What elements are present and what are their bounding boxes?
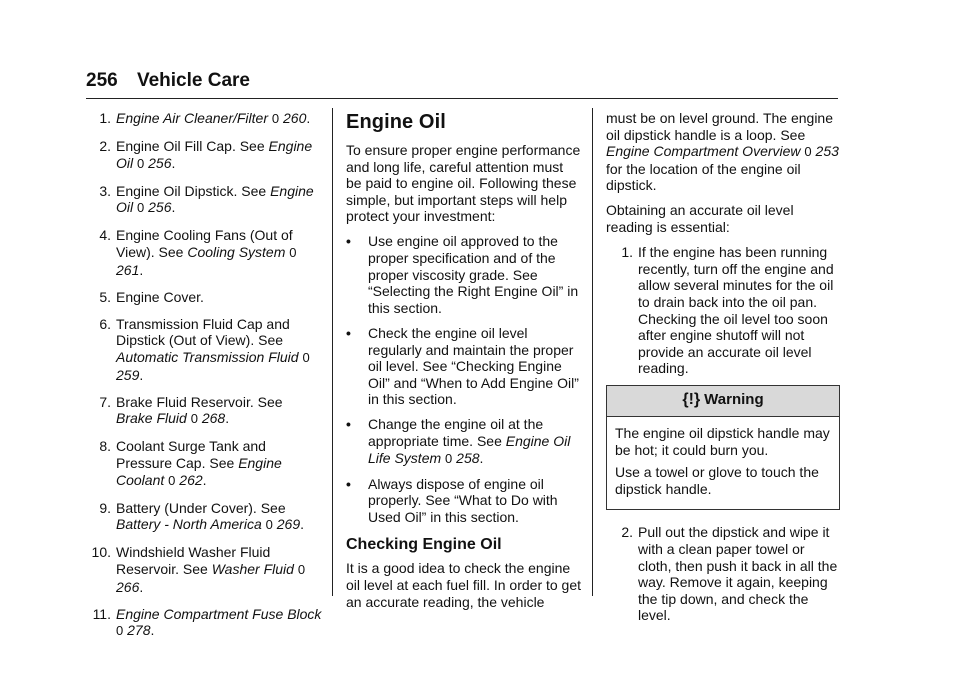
page-ref-icon: 0 [271,111,280,126]
bullet-item: • Check the engine oil level regularly and maintain the proper oil level. See “Checking Engine Oil” and “When to Add Engine Oil” in this section. [346,324,579,408]
warning-icon: {!} [682,391,701,409]
bullet-icon: • [346,416,351,433]
accuracy-paragraph: Obtaining an accurate oil level reading is essential: [606,202,794,236]
list-item: 4. Engine Cooling Fans (Out of View). See Cooling System 0 261. [99,227,297,278]
list-item: 6. Transmission Fluid Cap and Dipstick (Out of View). See Automatic Transmission Fluid 0 259. [99,315,310,383]
page-ref-icon: 0 [168,472,176,488]
cross-reference-link[interactable]: Engine Oil Life System [368,433,571,466]
page-ref-icon: 0 [265,517,273,533]
list-item: 8. Coolant Surge Tank and Pressure Cap. See Engine Coolant 0 262. [99,438,282,488]
warning-title: Warning [704,391,764,409]
warning-header [607,386,839,417]
column-divider-1 [332,108,333,596]
subsection-heading-checking: Checking Engine Oil [346,536,502,554]
cross-reference-link[interactable]: Engine Oil [116,138,313,171]
list-item: 3. Engine Oil Dipstick. See Engine Oil 0 256. [99,182,314,216]
bullet-item: • Use engine oil approved to the proper specification and of the proper viscosity grade. See “Selecting the Right Engine Oil” in this section. [346,233,579,316]
cross-reference-link[interactable]: Washer Fluid [211,560,294,577]
page-ref-icon: 0 [297,561,306,577]
checking-paragraph-continued: must be on level ground. The engine oil dipstick handle is a loop. See Engine Compartment Overview 0 253 for the location of the engine oil dipstick. [606,110,839,194]
cross-reference-link[interactable]: Engine Air Cleaner/Filter [116,110,268,126]
column-divider-2 [592,108,593,596]
cross-reference-link[interactable]: Automatic Transmission Fluid [116,349,299,366]
warning-box [606,385,840,510]
bullet-item: • Change the engine oil at the appropriate time. See Engine Oil Life System 0 258. [346,416,571,466]
cross-reference-link[interactable]: Engine Compartment Overview [606,143,801,160]
list-item: 11. Engine Compartment Fuse Block 0 278. [92,605,322,639]
cross-reference-link[interactable]: Engine Compartment Fuse Block [116,605,322,622]
list-item: 5. Engine Cover. [99,288,204,305]
component-list [86,110,322,650]
page-ref-icon: 0 [116,623,124,639]
checking-continued [606,110,840,632]
page-ref-icon: 0 [137,200,145,216]
step-item: 2. Pull out the dipstick and wipe it with a clean paper towel or cloth, then push it back in all the way. Remove it again, keeping the tip down, and check the level. [621,524,838,624]
page-ref-icon: 0 [190,411,198,427]
cross-reference-link[interactable]: Engine Coolant [116,455,282,488]
warning-body: The engine oil dipstick handle may be hot; it could burn you. Use a towel or glove to touch the dipstick handle. [615,425,830,497]
section-heading-engine-oil: Engine Oil [346,111,446,133]
cross-reference-link[interactable]: Brake Fluid [116,410,187,427]
page-ref-icon: 0 [137,155,145,171]
step-item: 1. If the engine has been running recently, turn off the engine and allow several minutes for the oil to drain back into the oil pan. Checking the oil level too soon after engine shutoff will not provide an accurate oil level reading. [621,244,834,377]
list-item: 10. Windshield Washer Fluid Reservoir. See Washer Fluid 0 266. [91,544,306,595]
cross-reference-link[interactable]: Engine Oil [116,182,314,216]
bullet-item: • Always dispose of engine oil properly. See “What to Do with Used Oil” in this section. [346,475,558,525]
list-item: 9. Battery (Under Cover). See Battery - North America 0 269. [99,499,305,533]
list-item: 1. Engine Air Cleaner/Filter 0 260. [99,110,311,126]
engine-oil-section [346,110,582,619]
cross-reference-link[interactable]: Cooling System [187,244,286,261]
page-ref-icon: 0 [804,144,812,160]
list-item: 2. Engine Oil Fill Cap. See Engine Oil 0 256. [99,138,313,171]
page-ref-icon: 0 [289,245,297,261]
checking-paragraph: It is a good idea to check the engine oil level at each fuel fill. In order to get an accurate reading, the vehicle [346,560,582,610]
bullet-icon: • [346,475,351,492]
page-header [86,70,250,92]
engine-oil-intro: To ensure proper engine performance and long life, careful attention must be paid to engine oil. Following these simple, but important steps will help protect your investment: [346,142,581,225]
bullet-icon: • [346,324,351,341]
header-rule [86,98,838,99]
cross-reference-link[interactable]: Battery - North America [116,516,262,533]
page-ref-icon: 0 [302,350,310,366]
section-title: Vehicle Care [136,70,251,91]
page-ref-icon: 0 [445,450,453,466]
list-item: 7. Brake Fluid Reservoir. See Brake Fluid 0 268. [99,393,283,427]
bullet-icon: • [346,233,351,250]
page-number: 256 [86,70,118,91]
